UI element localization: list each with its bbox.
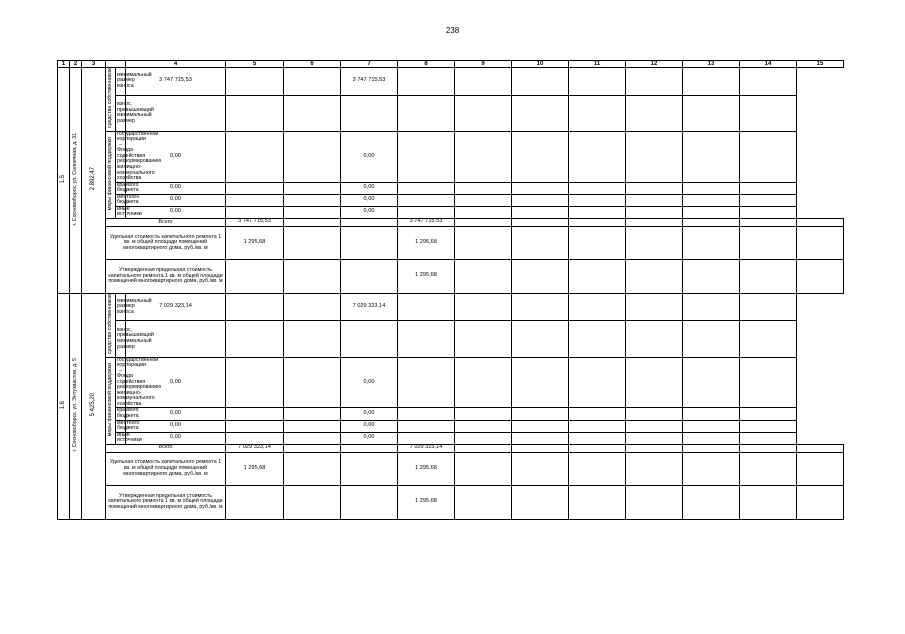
value-col-5: 0,00 [126,206,226,218]
value-col-8: 1 295,68 [398,452,455,485]
value-col-8: 0,00 [341,182,398,194]
empty-cell-col-7 [284,408,341,420]
table-row [58,95,844,131]
empty-cell-col-9 [398,420,455,432]
empty-cell-col-12 [569,131,626,182]
empty-cell-col-15 [740,432,797,444]
empty-cell-col-7 [284,182,341,194]
row-label: Утвержденная предельная стоимость капитального ремонта 1 кв. м общей площади помещений многоквартирного дома, руб./кв. м [106,259,226,293]
empty-cell-col-14 [740,444,797,452]
empty-cell-col-7 [341,259,398,293]
empty-cell-col-7 [341,444,398,452]
col-header-5: 5 [226,61,284,68]
header-row [58,61,844,68]
value-col-5: 3 747 715,53 [226,218,284,226]
group-financial-support-text: меры финансовой поддержки [106,362,113,437]
col-header-12: 12 [626,61,683,68]
row-number [58,293,70,519]
row-number-text: 1.6 [60,400,67,410]
value-col-8: 0,00 [341,206,398,218]
value-col-8: 3 747 715,53 [398,218,455,226]
value-col-8 [341,321,398,357]
row-label: иные источники [117,431,142,444]
empty-cell-col-12 [626,452,683,485]
empty-cell-col-9 [398,357,455,408]
empty-cell-col-6 [284,259,341,293]
empty-cell-col-10 [512,218,569,226]
row-label: взнос, превышающий минимальный размер [116,321,126,357]
empty-cell-col-9 [398,182,455,194]
empty-cell-col-14 [740,452,797,485]
empty-cell-col-10 [455,194,512,206]
value-col-5 [226,485,284,519]
empty-cell-col-9 [455,218,512,226]
row-label: краевого бюджета [117,181,139,194]
table-row [58,218,844,226]
empty-cell-col-12 [626,226,683,259]
empty-cell-col-14 [683,206,740,218]
empty-cell-col-11 [512,182,569,194]
group-owners-funds-text: средства собственников [106,293,113,354]
empty-cell-col-7 [284,321,341,357]
group-financial-support-text: меры финансовой поддержки [106,136,113,211]
empty-cell-col-10 [512,452,569,485]
empty-cell-col-13 [683,259,740,293]
row-label: Удельная стоимость капитального ремонта 1 кв. м общей площади помещений многоквартирного дома, руб./кв. м [106,226,226,259]
empty-cell-col-10 [512,226,569,259]
empty-cell-col-12 [569,95,626,131]
empty-cell-col-9 [455,485,512,519]
empty-cell-col-7 [341,218,398,226]
table-row [58,206,844,218]
row-label: государственной корпорации – Фонда содействия реформированию жилищно-коммунального хозяйства [117,356,162,407]
value-col-8: 0,00 [341,194,398,206]
empty-cell-col-6 [226,68,284,96]
address-text: г. Сосновоборск, ул. Солнечная, д. 31 [71,132,78,226]
empty-cell-col-14 [683,420,740,432]
row-label: краевого бюджета [117,407,139,420]
value-col-5: 0,00 [126,420,226,432]
group-owners-funds [106,293,116,357]
group-financial-support [106,131,116,218]
value-col-5: 0,00 [126,408,226,420]
empty-cell-col-13 [626,206,683,218]
empty-cell-col-6 [226,420,284,432]
empty-cell-col-14 [683,131,740,182]
value-col-8: 7 029 323,14 [398,444,455,452]
col-header-9: 9 [455,61,512,68]
empty-cell-col-7 [284,357,341,408]
empty-cell-col-9 [398,408,455,420]
empty-cell-col-9 [398,95,455,131]
value-col-8: 0,00 [341,432,398,444]
empty-cell-col-10 [455,293,512,321]
empty-cell-col-15 [740,321,797,357]
empty-cell-col-11 [512,194,569,206]
empty-cell-col-7 [284,95,341,131]
empty-cell-col-11 [569,485,626,519]
empty-cell-col-11 [569,259,626,293]
value-col-8: 0,00 [341,408,398,420]
empty-cell-col-12 [569,206,626,218]
empty-cell-col-14 [683,432,740,444]
row-label: взнос, превышающий минимальный размер [116,95,126,131]
empty-cell-col-6 [284,485,341,519]
value-col-8: 1 295,68 [398,485,455,519]
table-row [58,432,844,444]
empty-cell-col-15 [797,218,844,226]
total-area-text: 5 425,20 [90,393,97,417]
address [70,293,82,519]
empty-cell-col-11 [512,95,569,131]
empty-cell-col-14 [683,68,740,96]
empty-cell-col-14 [740,259,797,293]
empty-cell-col-7 [341,452,398,485]
group-owners-funds-text: средства собственников [106,68,113,129]
empty-cell-col-6 [284,452,341,485]
empty-cell-col-9 [455,226,512,259]
col-header-blank [106,61,126,68]
value-col-5: 0,00 [126,194,226,206]
capital-repair-table [57,60,844,520]
value-col-5: 1 295,68 [226,452,284,485]
empty-cell-col-12 [569,182,626,194]
empty-cell-col-13 [626,182,683,194]
empty-cell-col-13 [626,194,683,206]
table-row [58,357,844,408]
table-row [58,194,844,206]
empty-cell-col-10 [455,206,512,218]
empty-cell-col-11 [512,408,569,420]
empty-cell-col-11 [512,68,569,96]
empty-cell-col-11 [512,131,569,182]
table-row [58,182,844,194]
address [70,68,82,294]
empty-cell-col-13 [683,452,740,485]
value-col-8: 0,00 [341,131,398,182]
row-label: местного бюджета [117,419,140,432]
empty-cell-col-11 [512,206,569,218]
value-col-8: 0,00 [341,357,398,408]
empty-cell-col-12 [569,357,626,408]
col-header-14: 14 [740,61,797,68]
empty-cell-col-11 [512,357,569,408]
empty-cell-col-14 [683,408,740,420]
group-owners-funds [106,68,116,132]
empty-cell-col-15 [740,131,797,182]
value-col-5: 0,00 [126,131,226,182]
empty-cell-col-9 [398,321,455,357]
empty-cell-col-10 [512,444,569,452]
empty-cell-col-12 [626,485,683,519]
empty-cell-col-12 [569,293,626,321]
col-header-13: 13 [683,61,740,68]
empty-cell-col-9 [455,259,512,293]
empty-cell-col-15 [740,182,797,194]
empty-cell-col-15 [797,444,844,452]
empty-cell-col-10 [455,68,512,96]
empty-cell-col-7 [284,194,341,206]
empty-cell-col-9 [398,293,455,321]
empty-cell-col-14 [740,226,797,259]
empty-cell-col-7 [284,293,341,321]
table-row [58,259,844,293]
empty-cell-col-12 [569,194,626,206]
empty-cell-col-6 [226,194,284,206]
empty-cell-col-15 [740,408,797,420]
empty-cell-col-15 [740,68,797,96]
empty-cell-col-12 [569,68,626,96]
page-number: 238 [445,26,460,35]
value-col-5: 7 029 323,14 [126,293,226,321]
empty-cell-col-7 [341,485,398,519]
empty-cell-col-13 [626,408,683,420]
row-label: Удельная стоимость капитального ремонта 1 кв. м общей площади помещений многоквартирного дома, руб./кв. м [106,452,226,485]
empty-cell-col-10 [455,321,512,357]
value-col-5: 0,00 [126,182,226,194]
empty-cell-col-10 [455,432,512,444]
empty-cell-col-12 [569,420,626,432]
row-label: местного бюджета [117,193,140,206]
empty-cell-col-12 [569,432,626,444]
col-header-15: 15 [797,61,844,68]
value-col-8 [341,95,398,131]
empty-cell-col-11 [569,452,626,485]
value-col-8: 1 295,68 [398,226,455,259]
table-row [58,408,844,420]
empty-cell-col-6 [226,357,284,408]
empty-cell-col-10 [512,259,569,293]
row-number-text: 1.5 [60,174,67,184]
empty-cell-col-6 [226,95,284,131]
empty-cell-col-13 [626,321,683,357]
empty-cell-col-13 [626,95,683,131]
row-label: государственной корпорации – Фонда содействия реформированию жилищно-коммунального хозяйства [117,130,162,182]
empty-cell-col-9 [455,452,512,485]
row-label: минимальный размер взноса [116,293,126,321]
empty-cell-col-13 [683,485,740,519]
empty-cell-col-6 [226,321,284,357]
empty-cell-col-6 [284,226,341,259]
empty-cell-col-11 [569,444,626,452]
empty-cell-col-10 [455,357,512,408]
empty-cell-col-9 [398,131,455,182]
empty-cell-col-14 [683,321,740,357]
empty-cell-col-13 [683,218,740,226]
value-col-8: 0,00 [341,420,398,432]
row-label: Утвержденная предельная стоимость капитального ремонта 1 кв. м общей площади помещений многоквартирного дома, руб./кв. м [106,485,226,519]
empty-cell-col-6 [226,408,284,420]
col-header-11: 11 [569,61,626,68]
empty-cell-col-15 [740,194,797,206]
col-header-10: 10 [512,61,569,68]
col-header-3: 3 [82,61,106,68]
empty-cell-col-14 [740,218,797,226]
total-area-text: 2 892,47 [90,167,97,191]
table-row [58,293,844,321]
table-row [58,226,844,259]
empty-cell-col-12 [626,218,683,226]
empty-cell-col-7 [284,68,341,96]
empty-cell-col-15 [797,259,844,293]
row-number [58,68,70,294]
col-header-6: 6 [284,61,341,68]
empty-cell-col-9 [398,206,455,218]
value-col-5: 1 295,68 [226,226,284,259]
empty-cell-col-13 [683,226,740,259]
empty-cell-col-13 [683,444,740,452]
row-label: Всего [106,444,226,452]
value-col-8: 1 295,68 [398,259,455,293]
table-row [58,452,844,485]
address-text: г. Сосновоборск, ул. Энтузиастов, д. 5 [71,358,78,452]
empty-cell-col-12 [569,408,626,420]
empty-cell-col-14 [683,182,740,194]
empty-cell-col-6 [226,432,284,444]
row-label: иные источники [117,205,142,218]
empty-cell-col-11 [569,218,626,226]
empty-cell-col-9 [398,194,455,206]
empty-cell-col-7 [341,226,398,259]
empty-cell-col-7 [284,206,341,218]
row-label: минимальный размер взноса [116,68,126,96]
value-col-8: 3 747 715,53 [341,68,398,96]
table-row [58,420,844,432]
empty-cell-col-14 [683,194,740,206]
empty-cell-col-11 [512,432,569,444]
value-col-5: 3 747 715,53 [126,68,226,96]
empty-cell-col-15 [740,420,797,432]
empty-cell-col-7 [284,432,341,444]
empty-cell-col-12 [626,259,683,293]
empty-cell-col-15 [740,206,797,218]
row-label: Всего [106,218,226,226]
empty-cell-col-6 [284,444,341,452]
empty-cell-col-13 [626,420,683,432]
empty-cell-col-15 [740,293,797,321]
empty-cell-col-14 [683,357,740,408]
empty-cell-col-6 [284,218,341,226]
empty-cell-col-6 [226,131,284,182]
empty-cell-col-10 [455,182,512,194]
value-col-5: 0,00 [126,357,226,408]
value-col-8: 7 029 323,14 [341,293,398,321]
col-header-7: 7 [341,61,398,68]
empty-cell-col-13 [626,131,683,182]
empty-cell-col-13 [626,357,683,408]
empty-cell-col-10 [512,485,569,519]
empty-cell-col-10 [455,420,512,432]
table-row [58,321,844,357]
empty-cell-col-10 [455,408,512,420]
table-row [58,444,844,452]
empty-cell-col-9 [398,432,455,444]
empty-cell-col-9 [455,444,512,452]
value-col-5: 0,00 [126,432,226,444]
table-row [58,485,844,519]
empty-cell-col-12 [626,444,683,452]
empty-cell-col-7 [284,131,341,182]
empty-cell-col-15 [797,485,844,519]
empty-cell-col-7 [284,420,341,432]
total-area [82,293,106,519]
empty-cell-col-13 [626,293,683,321]
empty-cell-col-14 [740,485,797,519]
empty-cell-col-15 [797,226,844,259]
empty-cell-col-11 [512,420,569,432]
empty-cell-col-10 [455,131,512,182]
empty-cell-col-15 [740,95,797,131]
empty-cell-col-10 [455,95,512,131]
table-row [58,131,844,182]
col-header-4: 4 [126,61,226,68]
value-col-5: 7 029 323,14 [226,444,284,452]
empty-cell-col-14 [683,95,740,131]
table-row [58,68,844,96]
empty-cell-col-6 [226,293,284,321]
value-col-5 [226,259,284,293]
empty-cell-col-15 [740,357,797,408]
empty-cell-col-15 [797,452,844,485]
empty-cell-col-13 [626,432,683,444]
empty-cell-col-6 [226,206,284,218]
empty-cell-col-6 [226,182,284,194]
col-header-8: 8 [398,61,455,68]
col-header-1: 1 [58,61,70,68]
empty-cell-col-14 [683,293,740,321]
empty-cell-col-11 [512,321,569,357]
col-header-2: 2 [70,61,82,68]
group-financial-support [106,357,116,444]
empty-cell-col-11 [512,293,569,321]
total-area [82,68,106,294]
empty-cell-col-11 [569,226,626,259]
empty-cell-col-13 [626,68,683,96]
empty-cell-col-12 [569,321,626,357]
empty-cell-col-9 [398,68,455,96]
